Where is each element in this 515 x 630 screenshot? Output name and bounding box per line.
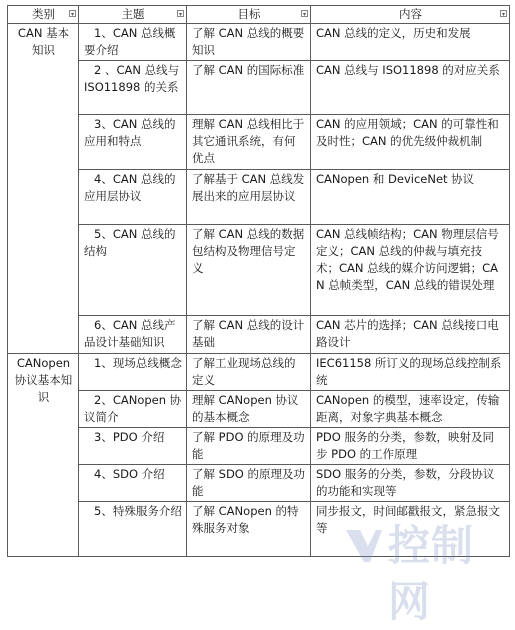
table-row bbox=[8, 24, 510, 61]
header-goal[interactable]: 目标 ▾ bbox=[187, 6, 311, 24]
topic-cell: 6、CAN 总线产品设计基础知识 bbox=[79, 316, 187, 354]
content-cell: CANopen 的模型，速率设定，传输距离，对象字典基本概念 bbox=[311, 391, 510, 428]
content-cell: CAN 总线与 ISO11898 的对应关系 bbox=[311, 61, 510, 115]
goal-cell: 理解 CANopen 协议的基本概念 bbox=[187, 391, 311, 428]
curriculum-table bbox=[7, 5, 510, 557]
goal-cell: 理解 CAN 总线相比于其它通讯系统，有何优点 bbox=[187, 115, 311, 170]
table-row bbox=[8, 115, 510, 170]
header-topic[interactable]: 主题 ▾ bbox=[79, 6, 187, 24]
table-row bbox=[8, 225, 510, 316]
content-cell: SDO 服务的分类，参数，分段协议的功能和实现等 bbox=[311, 465, 510, 502]
site-watermark: 控制网 bbox=[342, 518, 512, 574]
topic-cell: 1、CAN 总线概要介绍 bbox=[79, 24, 187, 61]
category-cell: CANopen 协议基本知识 bbox=[8, 354, 79, 557]
table-row bbox=[8, 502, 510, 557]
topic-cell: 2 、CAN 总线与 ISO11898 的关系 bbox=[79, 61, 187, 115]
topic-cell: 1、现场总线概念 bbox=[79, 354, 187, 391]
table-row bbox=[8, 391, 510, 428]
header-row bbox=[8, 6, 510, 24]
content-cell: CANopen 和 DeviceNet 协议 bbox=[311, 170, 510, 225]
topic-cell: 5、特殊服务介绍 bbox=[79, 502, 187, 557]
goal-cell: 了解 CAN 总线的设计基础 bbox=[187, 316, 311, 354]
header-content[interactable]: 内容 ▾ bbox=[311, 6, 510, 24]
goal-cell: 了解工业现场总线的定义 bbox=[187, 354, 311, 391]
topic-cell: 3、PDO 介绍 bbox=[79, 428, 187, 465]
content-cell: CAN 芯片的选择；CAN 总线接口电路设计 bbox=[311, 316, 510, 354]
topic-cell: 2、CANopen 协议简介 bbox=[79, 391, 187, 428]
content-cell: IEC61158 所订义的现场总线控制系统 bbox=[311, 354, 510, 391]
filter-dropdown-icon[interactable]: ▾ bbox=[70, 11, 74, 18]
content-cell: CAN 总线的定义，历史和发展 bbox=[311, 24, 510, 61]
goal-cell: 了解 CANopen 的特殊服务对象 bbox=[187, 502, 311, 557]
goal-cell: 了解 SDO 的原理及功能 bbox=[187, 465, 311, 502]
table-row bbox=[8, 354, 510, 391]
filter-dropdown-icon[interactable]: ▾ bbox=[178, 11, 182, 18]
content-cell: 同步报文，时间邮戳报文，紧急报文等 bbox=[311, 502, 510, 557]
table-row bbox=[8, 61, 510, 115]
topic-cell: 4、SDO 介绍 bbox=[79, 465, 187, 502]
goal-cell: 了解 PDO 的原理及功能 bbox=[187, 428, 311, 465]
filter-dropdown-icon[interactable]: ▾ bbox=[302, 11, 306, 18]
content-cell: CAN 总线帧结构；CAN 物理层信号定义；CAN 总线的仲裁与填充技术；CAN 总线的媒介访问逻辑；CAN 总帧类型，CAN 总线的错误处理 bbox=[311, 225, 510, 316]
table-row bbox=[8, 170, 510, 225]
goal-cell: 了解 CAN 总线的数据包结构及物理信号定义 bbox=[187, 225, 311, 316]
content-cell: CAN 的应用领域；CAN 的可靠性和及时性；CAN 的优先级仲裁机制 bbox=[311, 115, 510, 170]
topic-cell: 3、CAN 总线的应用和特点 bbox=[79, 115, 187, 170]
topic-cell: 5、CAN 总线的结构 bbox=[79, 225, 187, 316]
goal-cell: 了解 CAN 总线的概要知识 bbox=[187, 24, 311, 61]
goal-cell: 了解 CAN 的国际标准 bbox=[187, 61, 311, 115]
table-row bbox=[8, 428, 510, 465]
goal-cell: 了解基于 CAN 总线发展出来的应用层协议 bbox=[187, 170, 311, 225]
table-row bbox=[8, 465, 510, 502]
content-cell: PDO 服务的分类，参数，映射及同步 PDO 的工作原理 bbox=[311, 428, 510, 465]
table-row bbox=[8, 316, 510, 354]
header-category[interactable]: 类别 ▾ bbox=[8, 6, 79, 24]
topic-cell: 4、CAN 总线的应用层协议 bbox=[79, 170, 187, 225]
filter-dropdown-icon[interactable]: ▾ bbox=[501, 11, 505, 18]
category-cell: CAN 基本知识 bbox=[8, 24, 79, 354]
